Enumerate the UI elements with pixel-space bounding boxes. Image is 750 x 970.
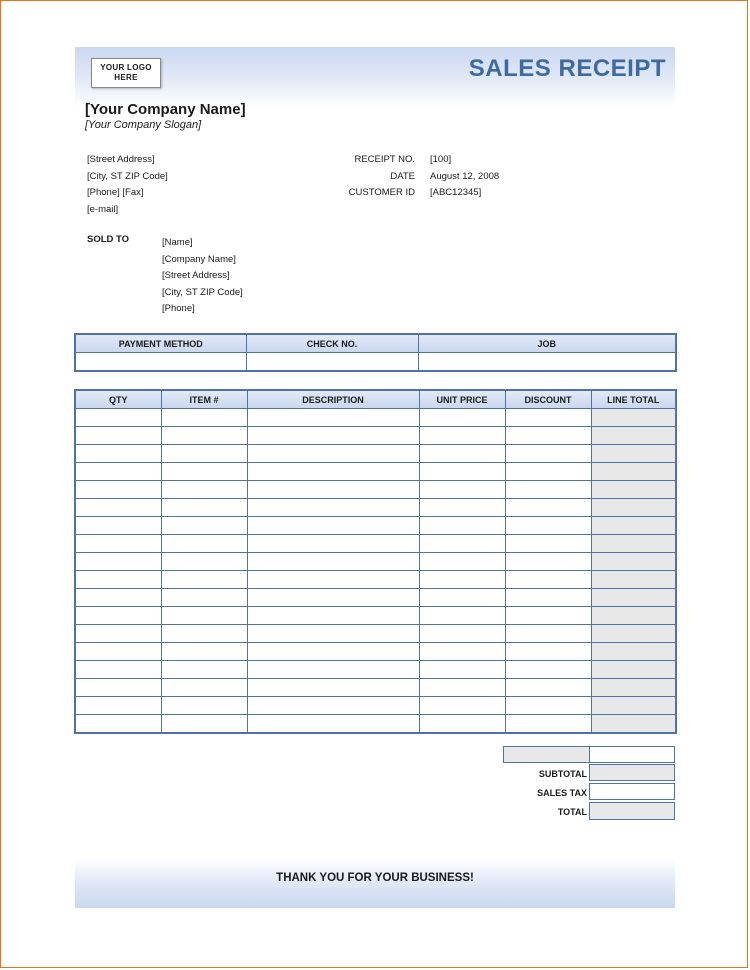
- description-header: DESCRIPTION: [247, 390, 419, 409]
- discount-cell[interactable]: [505, 499, 591, 517]
- line-total-cell[interactable]: [591, 553, 676, 571]
- document-title: SALES RECEIPT: [468, 55, 666, 82]
- sales-tax-label: SALES TAX: [537, 788, 587, 798]
- unit-price-cell[interactable]: [419, 625, 505, 643]
- unit-price-cell[interactable]: [419, 571, 505, 589]
- table-row: [75, 427, 676, 445]
- description-cell[interactable]: [247, 535, 419, 553]
- discount-cell[interactable]: [505, 607, 591, 625]
- sold-to-street[interactable]: [Street Address]: [162, 270, 230, 281]
- sold-to-company[interactable]: [Company Name]: [162, 253, 236, 265]
- qty-cell[interactable]: [75, 697, 161, 715]
- qty-cell[interactable]: [75, 661, 161, 679]
- item-number-cell[interactable]: [161, 697, 247, 715]
- line-total-cell[interactable]: [591, 607, 676, 625]
- qty-cell[interactable]: [75, 589, 161, 607]
- description-cell[interactable]: [247, 625, 419, 643]
- discount-cell[interactable]: [505, 553, 591, 571]
- table-row: [75, 643, 676, 661]
- item-number-cell[interactable]: [161, 481, 247, 499]
- description-cell[interactable]: [247, 445, 419, 463]
- item-number-cell[interactable]: [161, 679, 247, 697]
- description-cell[interactable]: [247, 607, 419, 625]
- description-cell[interactable]: [247, 589, 419, 607]
- unit-price-cell[interactable]: [419, 427, 505, 445]
- table-row: [75, 445, 676, 463]
- description-cell[interactable]: [247, 409, 419, 427]
- table-row: [75, 553, 676, 571]
- thank-you-message: THANK YOU FOR YOUR BUSINESS!: [276, 872, 474, 884]
- table-row: [75, 607, 676, 625]
- items-table: [74, 389, 677, 734]
- discount-cell[interactable]: [505, 661, 591, 679]
- discount-cell[interactable]: [505, 535, 591, 553]
- line-total-cell[interactable]: [591, 427, 676, 445]
- qty-cell[interactable]: [75, 643, 161, 661]
- qty-header: QTY: [75, 390, 161, 409]
- discount-cell[interactable]: [505, 643, 591, 661]
- line-total-cell[interactable]: [591, 571, 676, 589]
- receipt-no-label: RECEIPT NO.: [354, 154, 415, 165]
- qty-cell[interactable]: [75, 517, 161, 535]
- street-address[interactable]: [Street Address]: [87, 154, 155, 165]
- discount-cell[interactable]: [505, 679, 591, 697]
- line-total-cell[interactable]: [591, 445, 676, 463]
- table-row: [75, 697, 676, 715]
- sales-tax-cell[interactable]: [589, 783, 675, 800]
- qty-cell[interactable]: [75, 535, 161, 553]
- table-row: [75, 409, 676, 427]
- item-number-cell[interactable]: [161, 625, 247, 643]
- company-name[interactable]: [Your Company Name]: [85, 101, 246, 118]
- unit-price-cell[interactable]: [419, 463, 505, 481]
- qty-cell[interactable]: [75, 481, 161, 499]
- sold-to-name[interactable]: [Name]: [162, 237, 193, 248]
- unit-price-cell[interactable]: [419, 679, 505, 697]
- total-discount-cell[interactable]: [503, 746, 590, 763]
- qty-cell[interactable]: [75, 607, 161, 625]
- payment-table: [74, 333, 677, 372]
- description-cell[interactable]: [247, 643, 419, 661]
- line-total-header: LINE TOTAL: [591, 390, 676, 409]
- discount-cell[interactable]: [505, 517, 591, 535]
- qty-cell[interactable]: [75, 625, 161, 643]
- table-row: [75, 481, 676, 499]
- check-no-cell[interactable]: [246, 353, 418, 372]
- discount-cell[interactable]: [505, 715, 591, 734]
- total-discount-blank-cell: [589, 746, 675, 763]
- table-row: [75, 517, 676, 535]
- description-cell[interactable]: [247, 499, 419, 517]
- table-row: [75, 571, 676, 589]
- discount-header: DISCOUNT: [505, 390, 591, 409]
- discount-cell[interactable]: [505, 445, 591, 463]
- logo-placeholder: [91, 58, 161, 88]
- item-number-cell[interactable]: [161, 571, 247, 589]
- table-row: [75, 661, 676, 679]
- description-cell[interactable]: [247, 679, 419, 697]
- company-slogan[interactable]: [Your Company Slogan]: [85, 119, 202, 131]
- qty-cell[interactable]: [75, 463, 161, 481]
- total-cell[interactable]: [589, 802, 675, 820]
- discount-cell[interactable]: [505, 625, 591, 643]
- customer-id-value[interactable]: [ABC12345]: [430, 187, 482, 198]
- table-row: [75, 499, 676, 517]
- line-total-cell[interactable]: [591, 697, 676, 715]
- payment-row: [75, 353, 676, 372]
- unit-price-cell[interactable]: [419, 535, 505, 553]
- description-cell[interactable]: [247, 697, 419, 715]
- qty-cell[interactable]: [75, 427, 161, 445]
- line-total-cell[interactable]: [591, 679, 676, 697]
- item-number-cell[interactable]: [161, 409, 247, 427]
- unit-price-cell[interactable]: [419, 481, 505, 499]
- unit-price-cell[interactable]: [419, 661, 505, 679]
- table-row: [75, 463, 676, 481]
- date-value[interactable]: August 12, 2008: [430, 170, 500, 182]
- unit-price-cell[interactable]: [419, 643, 505, 661]
- unit-price-cell[interactable]: [419, 445, 505, 463]
- qty-cell[interactable]: [75, 445, 161, 463]
- subtotal-cell[interactable]: [589, 764, 675, 781]
- item-number-cell[interactable]: [161, 607, 247, 625]
- date-label: DATE: [390, 170, 415, 182]
- item-number-header: ITEM #: [161, 390, 247, 409]
- unit-price-cell[interactable]: [419, 409, 505, 427]
- item-number-cell[interactable]: [161, 499, 247, 517]
- line-total-cell[interactable]: [591, 409, 676, 427]
- line-total-cell[interactable]: [591, 643, 676, 661]
- table-row: [75, 589, 676, 607]
- unit-price-cell[interactable]: [419, 517, 505, 535]
- discount-cell[interactable]: [505, 481, 591, 499]
- qty-cell[interactable]: [75, 715, 161, 734]
- description-cell[interactable]: [247, 571, 419, 589]
- sold-to-city[interactable]: [City, ST ZIP Code]: [162, 286, 243, 298]
- logo-line-2: HERE: [114, 73, 138, 82]
- item-number-cell[interactable]: [161, 589, 247, 607]
- customer-id-label: CUSTOMER ID: [348, 187, 415, 198]
- description-cell[interactable]: [247, 517, 419, 535]
- payment-method-header: PAYMENT METHOD: [75, 334, 246, 353]
- item-number-cell[interactable]: [161, 715, 247, 734]
- discount-cell[interactable]: [505, 463, 591, 481]
- line-total-cell[interactable]: [591, 517, 676, 535]
- phone-fax[interactable]: [Phone] [Fax]: [87, 187, 144, 198]
- item-number-cell[interactable]: [161, 517, 247, 535]
- table-row: [75, 625, 676, 643]
- check-no-header: CHECK NO.: [246, 334, 418, 353]
- discount-cell[interactable]: [505, 589, 591, 607]
- table-row: [75, 535, 676, 553]
- description-cell[interactable]: [247, 715, 419, 734]
- sold-to-phone[interactable]: [Phone]: [162, 303, 195, 314]
- unit-price-cell[interactable]: [419, 553, 505, 571]
- table-row: [75, 715, 676, 734]
- description-cell[interactable]: [247, 463, 419, 481]
- receipt-meta-values: [430, 152, 499, 202]
- items-header-row: [75, 390, 676, 409]
- job-cell[interactable]: [418, 353, 676, 372]
- payment-header-row: [75, 334, 676, 353]
- unit-price-header: UNIT PRICE: [419, 390, 505, 409]
- discount-cell[interactable]: [505, 427, 591, 445]
- description-cell[interactable]: [247, 553, 419, 571]
- qty-cell[interactable]: [75, 409, 161, 427]
- unit-price-cell[interactable]: [419, 607, 505, 625]
- discount-cell[interactable]: [505, 571, 591, 589]
- table-row: [75, 679, 676, 697]
- receipt-meta-labels: [330, 152, 415, 202]
- item-number-cell[interactable]: [161, 463, 247, 481]
- job-header: JOB: [418, 334, 676, 353]
- line-total-cell[interactable]: [591, 499, 676, 517]
- receipt-no-value[interactable]: [100]: [430, 154, 452, 165]
- qty-cell[interactable]: [75, 679, 161, 697]
- total-label: TOTAL: [557, 807, 587, 817]
- unit-price-cell[interactable]: [419, 715, 505, 734]
- subtotal-label: SUBTOTAL: [538, 769, 587, 779]
- item-number-cell[interactable]: [161, 535, 247, 553]
- email[interactable]: [e-mail]: [87, 203, 119, 215]
- qty-cell[interactable]: [75, 571, 161, 589]
- description-cell[interactable]: [247, 661, 419, 679]
- item-number-cell[interactable]: [161, 553, 247, 571]
- item-number-cell[interactable]: [161, 643, 247, 661]
- sold-to-label: SOLD TO: [87, 234, 130, 245]
- description-cell[interactable]: [247, 481, 419, 499]
- item-number-cell[interactable]: [161, 427, 247, 445]
- unit-price-cell[interactable]: [419, 589, 505, 607]
- sold-to-block: [162, 235, 243, 318]
- line-total-cell[interactable]: [591, 625, 676, 643]
- line-total-cell[interactable]: [591, 481, 676, 499]
- discount-cell[interactable]: [505, 697, 591, 715]
- item-number-cell[interactable]: [161, 661, 247, 679]
- line-total-cell[interactable]: [591, 535, 676, 553]
- payment-method-cell[interactable]: [75, 353, 246, 372]
- unit-price-cell[interactable]: [419, 697, 505, 715]
- company-address: [87, 152, 168, 218]
- line-total-cell[interactable]: [591, 661, 676, 679]
- logo-line-1: YOUR LOGO: [100, 63, 152, 72]
- qty-cell[interactable]: [75, 499, 161, 517]
- discount-cell[interactable]: [505, 409, 591, 427]
- item-number-cell[interactable]: [161, 445, 247, 463]
- line-total-cell[interactable]: [591, 589, 676, 607]
- qty-cell[interactable]: [75, 553, 161, 571]
- line-total-cell[interactable]: [591, 463, 676, 481]
- unit-price-cell[interactable]: [419, 499, 505, 517]
- city-state-zip[interactable]: [City, ST ZIP Code]: [87, 170, 168, 182]
- description-cell[interactable]: [247, 427, 419, 445]
- line-total-cell[interactable]: [591, 715, 676, 734]
